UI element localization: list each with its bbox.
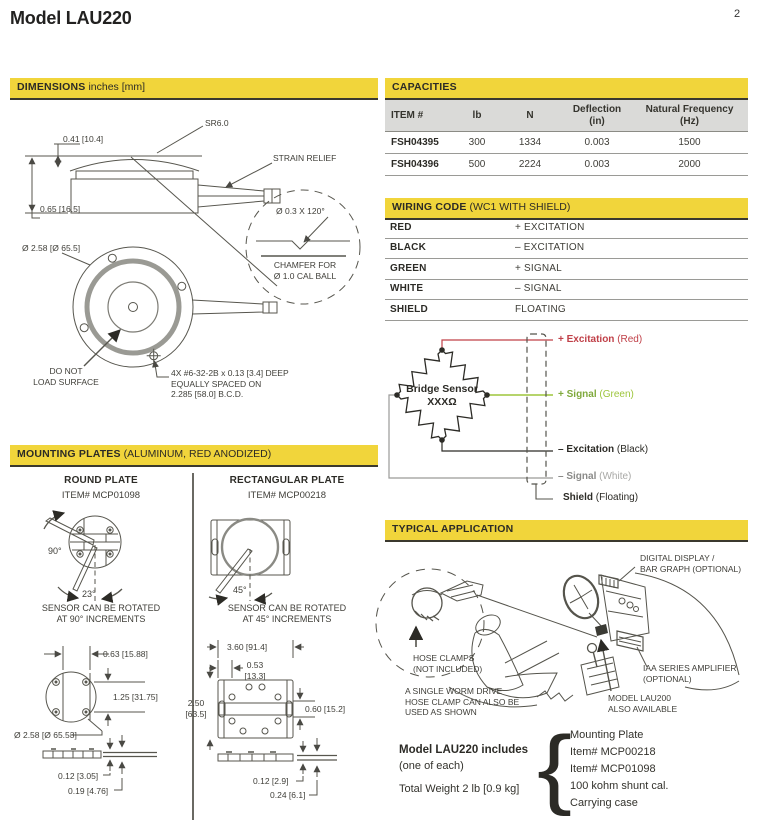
includes-sub: (one of each) [399,760,464,772]
application-illustration [385,545,748,725]
col-deflection: Deflection (in) [572,103,622,127]
includes-item: Carrying case [570,797,638,809]
wiring-subtitle: (WC1 WITH SHIELD) [469,201,571,213]
dimensions-section-header [10,78,378,100]
round-plate-item: ITEM# MCP01098 [61,490,141,501]
wiring-row: GREEN + SIGNAL [385,258,748,280]
page-title: Model LAU220 [10,8,132,28]
includes-block [385,717,748,818]
includes-item: Item# MCP01098 [570,763,656,775]
includes-heading: Model LAU220 includes [399,744,529,756]
rect-dim-height: 2.50 [63.5] [185,698,207,719]
rect-dim-t1: 0.12 [2.9] [253,776,289,786]
dim-label-no-load: DO NOT LOAD SURFACE [33,366,99,387]
app-label-lau200: MODEL LAU200 ALSO AVAILABLE [608,693,678,714]
col-lb: lb [472,110,482,121]
rect-dim-width: 3.60 [91.4] [227,642,268,652]
capacities-row: FSH04395 300 1334 0.003 1500 [385,132,748,154]
lead-excitation-neg: – Excitation (Black) [558,444,649,455]
round-plate-caption: SENSOR CAN BE ROTATED AT 90° INCREMENTS [41,603,161,624]
dim-label-065: 0.65 [16.5] [40,204,81,214]
col-item: ITEM # [391,110,424,121]
rect-angle-45: 45° [233,585,247,595]
round-dim-t2: 0.19 [4.76] [68,786,109,796]
includes-item: Mounting Plate [570,729,644,741]
dim-label-chamfer-note: CHAMFER FOR Ø 1.0 CAL BALL [273,260,337,281]
mounting-section-header [10,445,378,467]
wiring-row: SHIELD FLOATING [385,299,748,321]
app-label-display: DIGITAL DISPLAY / BAR GRAPH (OPTIONAL) [640,553,742,574]
rect-plate-drawing [195,505,379,603]
rect-plate-art [195,505,379,603]
col-frequency: Natural Frequency (Hz) [645,103,734,127]
dim-label-diameter: Ø 2.58 [Ø 65.5] [22,243,81,253]
dimensions-title: DIMENSIONS [17,81,86,93]
capacities-section-header [385,78,748,100]
mounting-title: MOUNTING PLATES [17,448,121,460]
includes-item: Item# MCP00218 [570,746,656,758]
dimensions-subtitle: inches [mm] [88,81,146,93]
round-dim-dia: Ø 2.58 [Ø 65.53] [14,730,77,740]
includes-weight: Total Weight 2 lb [0.9 kg] [399,783,520,795]
app-label-clamps: HOSE CLAMPS (NOT INCLUDED) [413,653,483,674]
rect-dim-t2: 0.24 [6.1] [270,790,306,800]
wiring-row: WHITE – SIGNAL [385,279,748,301]
dim-label-chamfer-dim: Ø 0.3 X 120° [276,206,325,216]
bridge-diagram-art [385,330,748,515]
rect-plate-heading: RECTANGULAR PLATE [229,475,345,486]
rect-plate-dims-drawing [185,630,379,820]
round-dim-pitch: 1.25 [31.75] [113,692,158,702]
rect-dim-offset: 0.53 [13.3] [244,660,266,681]
dimensions-drawing [10,100,378,440]
capacities-table [385,100,748,176]
includes-item: 100 kohm shunt cal. [570,780,669,792]
lead-excitation-pos: + Excitation (Red) [558,334,643,345]
page-number: 2 [734,8,741,20]
round-dim-span: 0.63 [15.88] [103,649,148,659]
dim-label-strain-relief: STRAIN RELIEF [273,153,337,163]
round-plate-dims-drawing [10,630,192,820]
capacities-row: FSH04396 500 2224 0.003 2000 [385,154,748,176]
application-section-header [385,520,748,542]
dim-label-041: 0.41 [10.4] [63,134,104,144]
capacities-header-row [385,100,748,132]
round-plate-drawing [10,505,192,603]
mounting-subtitle: (ALUMINUM, RED ANODIZED) [123,448,272,460]
dim-label-sr: SR6.0 [205,118,229,128]
app-label-worm: A SINGLE WORM DRIVE HOSE CLAMP CAN ALSO BE USED AS SHOWN [405,686,520,717]
bridge-label: Bridge Sensor XXXΩ [406,383,478,408]
round-plate-heading: ROUND PLATE [64,475,138,486]
rect-plate-caption: SENSOR CAN BE ROTATED AT 45° INCREMENTS [227,603,347,624]
round-angle-90: 90° [48,546,62,556]
wiring-row: BLACK – EXCITATION [385,238,748,260]
lead-signal-neg: – Signal (White) [558,471,632,482]
wiring-title: WIRING CODE [392,201,467,213]
capacities-title: CAPACITIES [392,81,457,93]
rect-plate-item: ITEM# MCP00218 [247,490,327,501]
application-title: TYPICAL APPLICATION [392,523,514,535]
rect-dim-slot: 0.60 [15.2] [305,704,346,714]
round-angle-23: 23° [82,589,96,599]
bridge-diagram [385,330,748,515]
round-dim-t1: 0.12 [3.05] [58,771,99,781]
dim-label-bolt-note: 4X #6-32-2B x 0.13 [3.4] DEEP EQUALLY SPACED ON 2.285 [58.0] B.C.D. [171,368,289,399]
col-n: N [526,110,534,121]
lead-signal-pos: + Signal (Green) [558,389,634,400]
lead-shield: Shield (Floating) [563,492,639,503]
brace-glyph: { [537,717,573,817]
round-plate-art [10,505,192,603]
wiring-row: RED + EXCITATION [385,217,748,239]
app-label-amplifier: IAA SERIES AMPLIFIER (OPTIONAL) [643,663,737,684]
